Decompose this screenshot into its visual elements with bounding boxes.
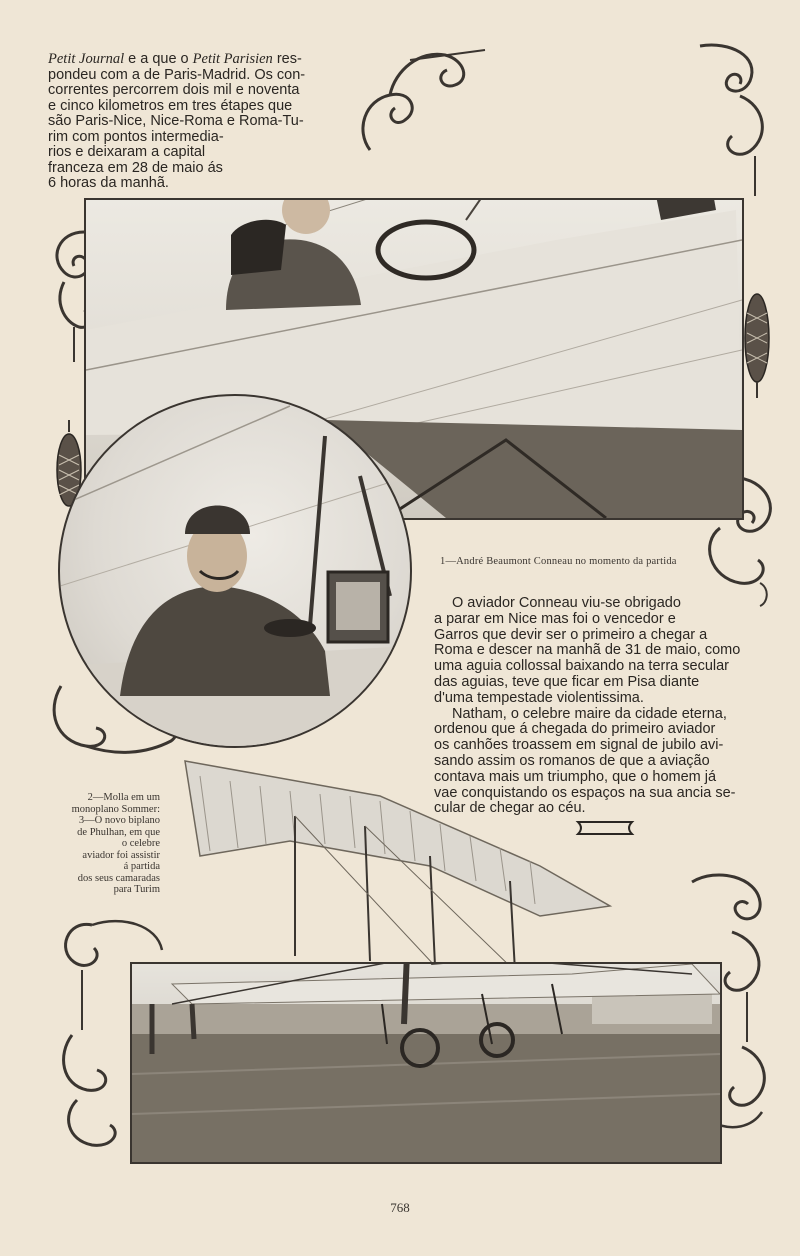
body-line: Garros que devir ser o primeiro a chegar a xyxy=(434,626,708,643)
intro-line: correntes percorrem dois mil e noventa xyxy=(48,82,300,98)
scroll-ornament-top-right xyxy=(680,36,780,196)
intro-line: rios e deixaram a capital xyxy=(48,144,206,160)
biplane-upper-wing xyxy=(180,756,700,976)
photo-aviator-portrait xyxy=(58,394,412,748)
pinecone-ornament-right xyxy=(742,288,772,398)
body-line: contava mais um triumpho, que o homem já xyxy=(434,768,717,785)
aviator-portrait-illustration xyxy=(60,396,410,746)
photo-biplane-field xyxy=(130,962,722,1164)
intro-line: são Paris-Nice, Nice-Roma e Roma-Tu- xyxy=(48,113,304,129)
body-line: d'uma tempestade violentissima. xyxy=(434,689,644,706)
body-line: ordenou que á chegada do primeiro aviador xyxy=(434,721,716,738)
intro-line: pondeu com a de Paris-Madrid. Os con- xyxy=(48,66,306,83)
body-line: Natham, o celebre maire da cidade eterna, xyxy=(452,705,727,722)
body-line: cular de chegar ao céu. xyxy=(434,800,586,817)
body-line: Roma e descer na manhã de 31 de maio, como xyxy=(434,642,741,659)
intro-line: rim com pontos intermedia- xyxy=(48,128,224,145)
page-number: 768 xyxy=(390,1200,410,1215)
caption-photo-1: 1—André Beaumont Conneau no momento da partida xyxy=(440,556,677,567)
scroll-ornament-top xyxy=(350,40,490,160)
body-line: vae conquistando os espaços na sua ancia se- xyxy=(434,784,736,801)
body-line: O aviador Conneau viu-se obrigado xyxy=(452,595,681,611)
caption-photos-2-3: 2—Molla em um monoplano Sommer: 3—O novo biplano de Phulhan, em que o celebre aviador foi assistir á partida dos seus camaradas para Turim xyxy=(71,792,160,895)
body-line: a parar em Nice mas foi o vencedor e xyxy=(434,610,676,627)
intro-line-1: Petit Journal e a que o Petit Parisien res- xyxy=(48,51,302,67)
body-line: sando assim os romanos de que a aviação xyxy=(434,752,710,769)
intro-paragraph xyxy=(48,52,348,192)
intro-line: franceza em 28 de maio ás xyxy=(48,159,223,176)
body-line: os canhões troassem em signal de jubilo avi- xyxy=(434,737,724,754)
body-line: uma aguia collossal baixando na terra secular xyxy=(434,658,730,675)
intro-line: 6 horas da manhã. xyxy=(48,175,169,191)
intro-line: e cinco kilometros em tres étapes que xyxy=(48,97,293,114)
biplane-field-illustration xyxy=(132,964,720,1162)
body-line: das aguias, teve que ficar em Pisa diante xyxy=(434,673,700,690)
